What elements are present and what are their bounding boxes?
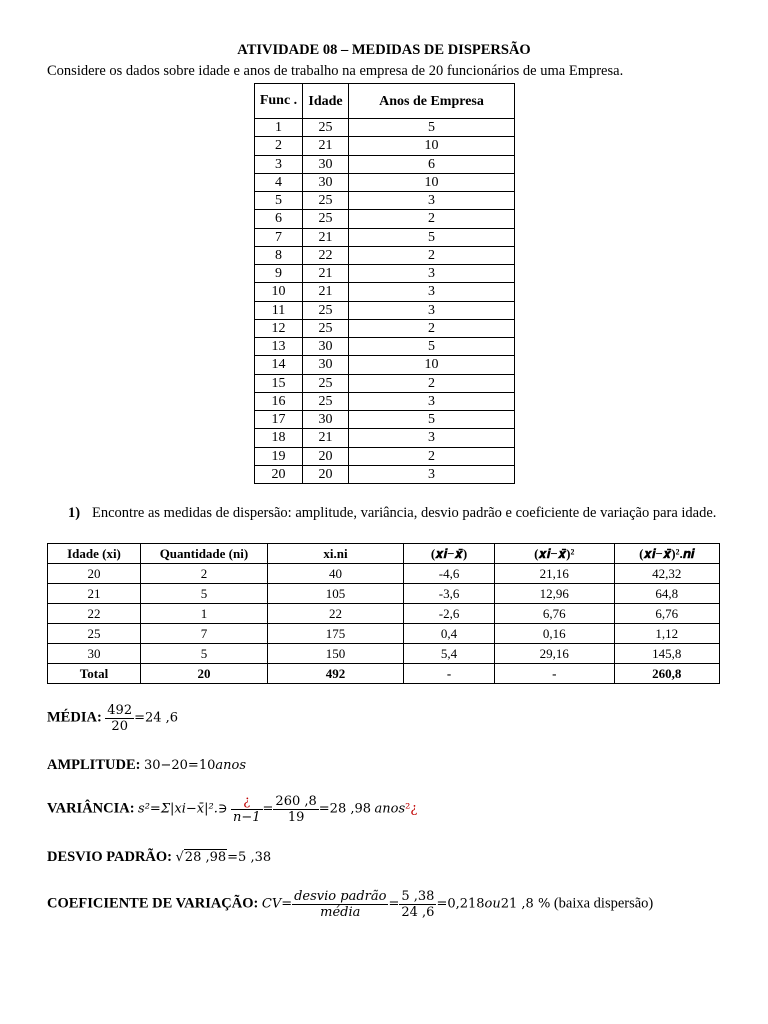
cell-func: 19 [255,447,303,465]
cell-idade: 25 [303,374,349,392]
cell-idade: 21 [303,283,349,301]
col-header-anos: Anos de Empresa [349,84,515,119]
cell-xini: 105 [267,584,403,604]
table-row [48,584,720,604]
table-row [255,265,515,283]
cell-anos: 2 [349,447,515,465]
cell-idade: 21 [303,228,349,246]
cell-idade: 25 [303,192,349,210]
variancia-formula: s²=Σ|xi−x̄|².∋ [138,801,228,817]
table-header-row [255,84,515,119]
col-header-deviation-sq-ni: (𝒙𝒊−𝒙̄)².𝒏𝒊 [614,544,719,564]
cell-deviation: -2,6 [404,604,495,624]
table-row [255,137,515,155]
cell-idade: 20 [303,465,349,483]
cell-idade: 25 [303,392,349,410]
question-text: Encontre as medidas de dispersão: amplitude, variância, desvio padrão e coeficiente de variação para idade. [92,505,717,521]
cell-deviation: 5,4 [404,644,495,664]
col-header-idade: Idade [303,84,349,119]
amplitude-label: AMPLITUDE: [47,757,141,773]
cell-idade: 21 [303,137,349,155]
table-row [48,624,720,644]
cell-deviation: -4,6 [404,564,495,584]
cell-anos: 3 [349,301,515,319]
cell-deviation-sq-ni: 145,8 [614,644,719,664]
cell-idade-xi: 20 [48,564,141,584]
cell-anos: 5 [349,119,515,137]
cell-idade: 25 [303,119,349,137]
table-row [255,119,515,137]
table-row [255,429,515,447]
desvio-line: DESVIO PADRÃO: √28 ,98=5 ,38 [47,849,272,865]
cell-anos: 2 [349,374,515,392]
col-header-func: Func . [255,84,303,119]
cell-quantidade: 1 [140,604,267,624]
cell-deviation-sq-ni: 64,8 [614,584,719,604]
table-row [255,447,515,465]
table-row [255,192,515,210]
cell-deviation-sq: 29,16 [494,644,614,664]
cell-func: 11 [255,301,303,319]
variancia-label: VARIÂNCIA: [47,800,135,817]
table-row [255,356,515,374]
cell-deviation-sq-ni: 6,76 [614,604,719,624]
variancia-fraction-2: $\frac{260 ,8}{19}$ [275,794,317,825]
cell-idade: 25 [303,319,349,337]
cv-ou: ou [484,896,501,912]
total-cell-quantidade: 20 [140,664,267,684]
table-row [255,374,515,392]
col-header-quantidade: Quantidade (ni) [140,544,267,564]
cell-quantidade: 2 [140,564,267,584]
cell-anos: 3 [349,283,515,301]
cell-xini: 40 [267,564,403,584]
cell-func: 16 [255,392,303,410]
media-fraction: $\frac{492}{20}$ [107,703,133,734]
total-cell-deviation: - [404,664,495,684]
cv-fraction-1: $\frac{\text{desvio padrão}}{\text{média}}$ [294,889,387,920]
col-header-idade-xi: Idade (xi) [48,544,141,564]
dispersion-table [47,543,720,684]
cell-func: 4 [255,173,303,191]
cell-anos: 3 [349,465,515,483]
table-row [255,228,515,246]
total-cell-xini: 492 [267,664,403,684]
cell-func: 3 [255,155,303,173]
cell-quantidade: 5 [140,644,267,664]
amplitude-expr: 30−20=10 [143,758,216,773]
variancia-result: =28 ,98 [318,801,372,817]
media-line [47,703,178,734]
cell-idade-xi: 22 [48,604,141,624]
cell-anos: 2 [349,319,515,337]
intro-text: Considere os dados sobre idade e anos de trabalho na empresa de 20 funcionários de uma Empresa. [47,63,624,79]
table-row [255,465,515,483]
cell-idade: 20 [303,447,349,465]
table-header-row [48,544,720,564]
table-row [48,604,720,624]
cell-anos: 3 [349,429,515,447]
cell-func: 8 [255,246,303,264]
cell-idade: 30 [303,173,349,191]
cell-idade: 22 [303,246,349,264]
col-header-deviation-sq: (𝒙𝒊−𝒙̄)² [494,544,614,564]
cell-xini: 22 [267,604,403,624]
cell-deviation: 0,4 [404,624,495,644]
media-result: =24 ,6 [134,710,179,726]
total-cell-deviation-sq-ni: 260,8 [614,664,719,684]
cell-func: 18 [255,429,303,447]
page-title: ATIVIDADE 08 – MEDIDAS DE DISPERSÃO [237,42,531,58]
cell-idade: 21 [303,265,349,283]
cv-result: =0,218 [436,896,485,912]
cell-idade-xi: 21 [48,584,141,604]
employees-table [254,83,515,484]
cell-anos: 5 [349,411,515,429]
desvio-radicand: 28 ,98 [184,850,227,865]
cell-anos: 10 [349,173,515,191]
table-row [255,155,515,173]
cell-idade: 21 [303,429,349,447]
cell-func: 1 [255,119,303,137]
desvio-label: DESVIO PADRÃO: [47,849,172,865]
cell-anos: 3 [349,265,515,283]
table-row [255,338,515,356]
cell-anos: 10 [349,137,515,155]
cell-func: 13 [255,338,303,356]
cell-func: 5 [255,192,303,210]
cell-idade: 30 [303,411,349,429]
question-number: 1) [68,505,81,521]
cell-anos: 10 [349,356,515,374]
cell-func: 2 [255,137,303,155]
cell-anos: 5 [349,228,515,246]
table-row [255,173,515,191]
table-row [48,644,720,664]
cell-anos: 6 [349,155,515,173]
table-row [255,411,515,429]
total-cell-idade-xi: Total [48,664,141,684]
amplitude-line [47,757,246,774]
cell-idade: 30 [303,356,349,374]
desvio-result: =5 ,38 [227,850,272,865]
table-row [255,283,515,301]
cell-anos: 2 [349,246,515,264]
cell-func: 14 [255,356,303,374]
cell-deviation: -3,6 [404,584,495,604]
cell-quantidade: 7 [140,624,267,644]
col-header-deviation: (𝒙𝒊−𝒙̄) [404,544,495,564]
table-row [255,246,515,264]
cell-deviation-sq-ni: 1,12 [614,624,719,644]
table-row [255,392,515,410]
col-header-xini: xi.ni [267,544,403,564]
variancia-trail: ²¿ [405,801,418,817]
cell-idade: 25 [303,210,349,228]
cell-xini: 175 [267,624,403,644]
cell-idade: 30 [303,155,349,173]
cell-deviation-sq-ni: 42,32 [614,564,719,584]
variancia-fraction-1: $\frac{¿}{n-1}$ [232,794,261,825]
cell-func: 7 [255,228,303,246]
table-row [255,210,515,228]
cv-percent: 21 ,8 % [500,896,551,912]
total-cell-deviation-sq: - [494,664,614,684]
table-row [255,301,515,319]
cell-deviation-sq: 21,16 [494,564,614,584]
cv-note: (baixa dispersão) [553,895,654,912]
total-row [48,664,720,684]
cell-idade-xi: 30 [48,644,141,664]
table-row [255,319,515,337]
cell-deviation-sq: 0,16 [494,624,614,644]
cell-quantidade: 5 [140,584,267,604]
cv-prefix: CV= [261,896,293,912]
cell-deviation-sq: 6,76 [494,604,614,624]
cell-idade: 25 [303,301,349,319]
variancia-line: VARIÂNCIA: s²=Σ|xi−x̄|².∋ $\frac{¿}{n-1}$ = $\frac{260 ,8}{19}$ =28 ,98 anos²¿ [47,794,418,825]
media-label: MÉDIA: [47,709,102,726]
cell-anos: 3 [349,392,515,410]
cell-func: 10 [255,283,303,301]
cell-anos: 3 [349,192,515,210]
cell-anos: 5 [349,338,515,356]
cv-label: COEFICIENTE DE VARIAÇÃO: [47,895,259,912]
cell-func: 15 [255,374,303,392]
cell-func: 9 [255,265,303,283]
table-row [48,564,720,584]
cv-fraction-2: $\frac{5 ,38}{24 ,6}$ [401,889,435,920]
cell-idade: 30 [303,338,349,356]
cell-deviation-sq: 12,96 [494,584,614,604]
variancia-unit: anos [374,801,406,817]
cell-xini: 150 [267,644,403,664]
cell-func: 17 [255,411,303,429]
cv-line: COEFICIENTE DE VARIAÇÃO: CV= $\frac{\text{desvio padrão}}{\text{média}}$ = $\frac{5 ,38}{24 ,6}$ =0,218ou21 ,8 % (baixa dispersão) [47,889,654,920]
cell-idade-xi: 25 [48,624,141,644]
cell-func: 20 [255,465,303,483]
cell-func: 6 [255,210,303,228]
amplitude-unit: anos [215,758,246,773]
cell-anos: 2 [349,210,515,228]
cell-func: 12 [255,319,303,337]
